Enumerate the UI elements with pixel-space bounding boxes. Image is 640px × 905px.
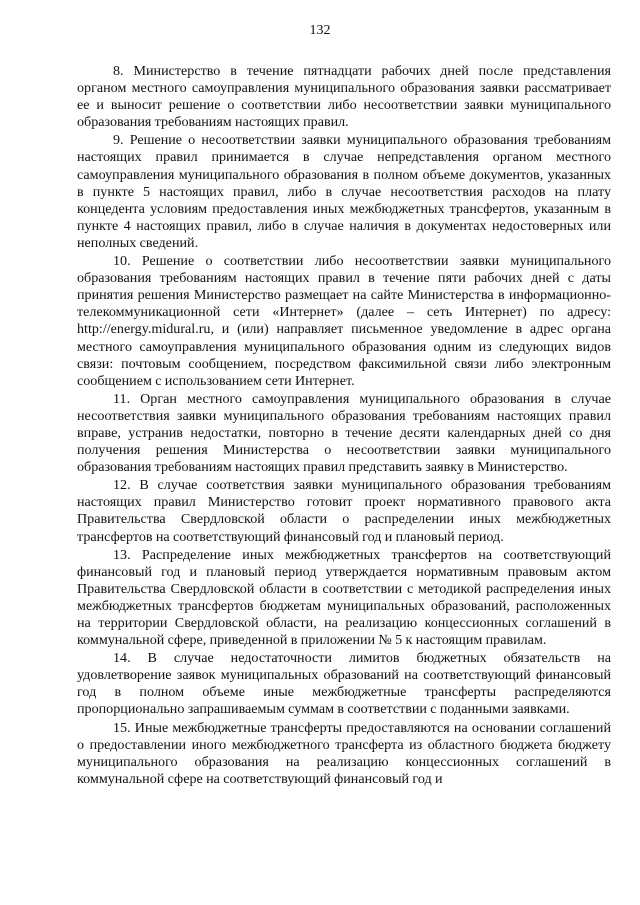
paragraph-9: 9. Решение о несоответствии заявки муниципального образования требованиям настоящих правил принимается в случае непредставления органом местного самоуправления муниципального образования в полном объеме документов, указанных в пункте 5 настоящих правил, либо в случае несоответствия расходов на плату концедента условиям предоставления иных межбюджетных трансфертов, указанным в пункте 4 настоящих правил, либо в случае наличия в документах недостоверных или неполных сведений.	[77, 132, 611, 251]
paragraph-13: 13. Распределение иных межбюджетных трансфертов на соответствующий финансовый год и плановый период утверждается нормативным правовым актом Правительства Свердловской области в соответствии с методикой распределения иных межбюджетных трансфертов бюджетам муниципальных образований, расположенных на территории Свердловской области, на реализацию концессионных соглашений в коммунальной сфере, приведенной в приложении № 5 к настоящим правилам.	[77, 546, 611, 649]
paragraph-11: 11. Орган местного самоуправления муниципального образования в случае несоответствия заявки муниципального образования требованиям настоящих правил вправе, устранив недостатки, повторно в течение десяти календарных дней со дня получения решения Министерства о несоответствии заявки муниципального образования требованиям настоящих правил представить заявку в Министерство.	[77, 390, 611, 476]
paragraph-12: 12. В случае соответствия заявки муниципального образования требованиям настоящих правил Министерство готовит проект нормативного правового акта Правительства Свердловской области о распределении иных межбюджетных трансфертов на соответствующий финансовый год и плановый период.	[77, 477, 611, 545]
paragraph-8: 8. Министерство в течение пятнадцати рабочих дней после представления органом местного самоуправления муниципального образования заявки рассматривает ее и выносит решение о соответствии либо несоответствии заявки муниципального образования требованиям настоящих правил.	[77, 63, 611, 131]
paragraph-14: 14. В случае недостаточности лимитов бюджетных обязательств на удовлетворение заявок муниципальных образований на соответствующий финансовый год в полном объеме иные межбюджетные трансферты распределяются пропорционально запрашиваемым суммам в соответствии с поданными заявками.	[77, 650, 611, 718]
paragraph-10: 10. Решение о соответствии либо несоответствии заявки муниципального образования требованиям настоящих правил в течение пяти рабочих дней с даты принятия решения Министерство размещает на сайте Министерства в информационно-телекоммуникационной сети «Интернет» (далее – сеть Интернет) по адресу: http://energy.midural.ru, и (или) направляет письменное уведомление в адрес органа местного самоуправления муниципального образования одним из следующих видов связи: почтовым сообщением, посредством факсимильной связи либо электронным сообщением с использованием сети Интернет.	[77, 253, 611, 389]
paragraph-15: 15. Иные межбюджетные трансферты предоставляются на основании соглашений о предоставлении иного межбюджетного трансферта из областного бюджета бюджету муниципального образования на реализацию концессионных соглашений в коммунальной сфере на соответствующий финансовый год и	[77, 719, 611, 787]
document-body	[77, 63, 611, 788]
page-number: 132	[309, 23, 331, 38]
